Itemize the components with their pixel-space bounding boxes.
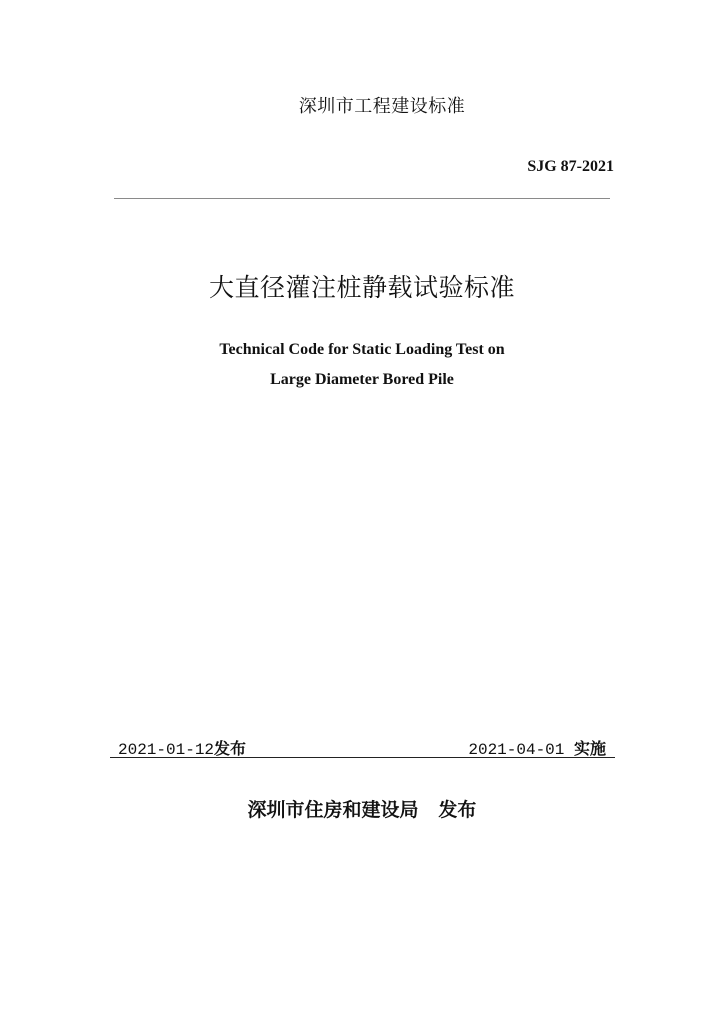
issue-date: 2021-01-12 bbox=[118, 741, 215, 759]
chinese-title: 大直径灌注桩静载试验标准 bbox=[208, 273, 515, 302]
bottom-divider bbox=[110, 757, 615, 758]
top-divider bbox=[114, 198, 610, 199]
implementation-label: 实施 bbox=[573, 739, 606, 758]
publisher-name: 深圳市住房和建设局 bbox=[247, 799, 419, 821]
english-title-line-2: Large Diameter Bored Pile bbox=[270, 371, 454, 388]
english-title-line-1: Technical Code for Static Loading Test on bbox=[219, 341, 505, 358]
issue-date-block bbox=[118, 736, 246, 759]
implementation-date-block bbox=[468, 736, 606, 759]
publisher-line bbox=[0, 795, 724, 822]
issue-label: 发布 bbox=[214, 739, 247, 758]
implementation-date: 2021-04-01 bbox=[468, 741, 565, 759]
standard-series-label: 深圳市工程建设标准 bbox=[298, 96, 466, 117]
publisher-action: 发布 bbox=[438, 799, 477, 821]
standard-code-number: SJG 87-2021 bbox=[527, 158, 614, 175]
